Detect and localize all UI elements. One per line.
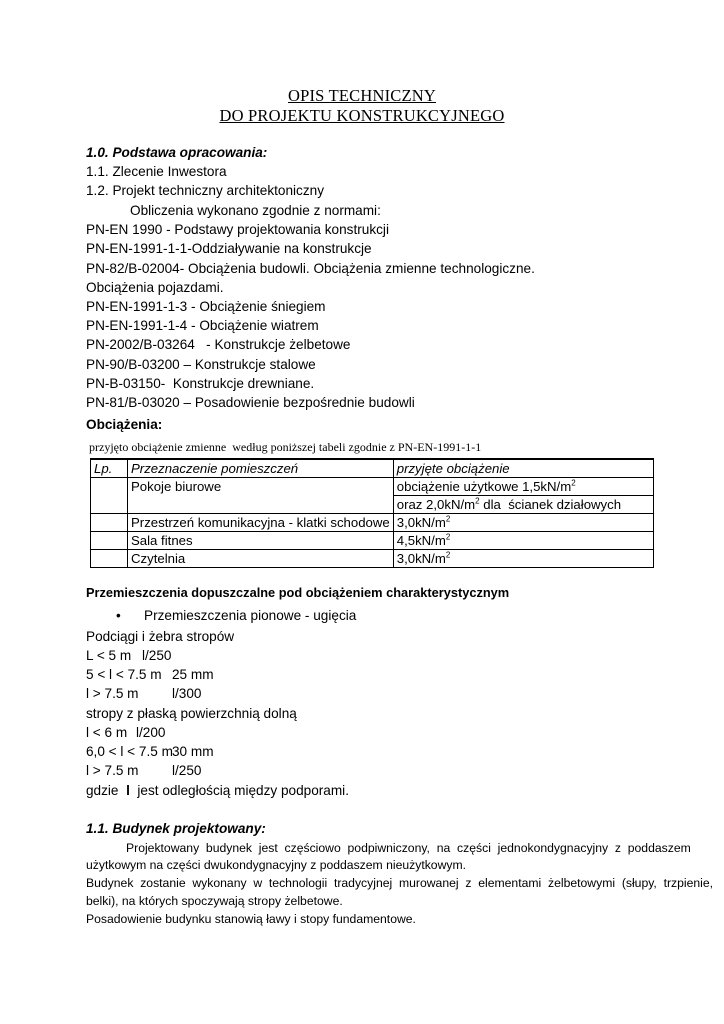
deflection-limit: 30 mm bbox=[172, 744, 214, 759]
group2-title: stropy z płaską powierzchnią dolną bbox=[86, 706, 297, 721]
norm-line: PN-EN 1990 - Podstawy projektowania konstrukcji bbox=[86, 222, 389, 237]
table-row bbox=[91, 532, 654, 550]
deflection-cond: l < 6 m bbox=[86, 725, 128, 740]
deflection-cond: 5 < l < 7.5 m bbox=[86, 667, 162, 682]
row-load bbox=[393, 514, 653, 532]
note-post: jest odległością między podporami. bbox=[137, 783, 349, 798]
deflection-cond: 6,0 < l < 7.5 m bbox=[86, 744, 173, 759]
deflection-limit: l/200 bbox=[136, 725, 166, 740]
deflection-cond: l > 7.5 m bbox=[86, 686, 139, 701]
row-lp bbox=[91, 514, 128, 532]
group1-title: Podciągi i żebra stropów bbox=[86, 629, 235, 644]
unit-exponent: 2 bbox=[571, 478, 576, 488]
norm-line: PN-EN-1991-1-1-Oddziaływanie na konstrukcje bbox=[86, 241, 372, 256]
table-row bbox=[91, 478, 654, 496]
loads-intro: przyjęto obciążenie zmienne według poniższej tabeli zgodnie z PN-EN-1991-1-1 bbox=[89, 440, 482, 454]
norm-line: PN-90/B-03200 – Konstrukcje stalowe bbox=[86, 357, 316, 372]
norm-line: PN-2002/B-03264 - Konstrukcje żelbetowe bbox=[86, 337, 351, 352]
load-value: obciążenie użytkowe 1,5kN/m bbox=[396, 479, 572, 494]
deflection-limit: l/250 bbox=[142, 648, 172, 663]
norm-line: PN-EN-1991-1-3 - Obciążenie śniegiem bbox=[86, 299, 326, 314]
load-value: 4,5kN/m bbox=[396, 533, 446, 548]
row-room: Pokoje biurowe bbox=[128, 478, 394, 514]
row-load bbox=[393, 478, 653, 496]
paragraph-line: Projektowany budynek jest częściowo podpiwniczony, na części jednokondygnacyjny z poddaszem bbox=[126, 841, 691, 855]
loads-table-header-row bbox=[91, 459, 654, 478]
basis-line: 1.1. Zlecenie Inwestora bbox=[86, 164, 227, 179]
bullet-text: Przemieszczenia pionowe - ugięcia bbox=[144, 608, 357, 623]
row-room: Sala fitnes bbox=[128, 532, 394, 550]
row-lp bbox=[91, 478, 128, 514]
row-load bbox=[393, 550, 653, 568]
unit-exponent: 2 bbox=[445, 550, 451, 560]
row-load bbox=[393, 532, 653, 550]
row-lp bbox=[91, 532, 128, 550]
section-1-0-heading: 1.0. Podstawa opracowania: bbox=[86, 145, 268, 160]
bullet-icon: • bbox=[116, 608, 121, 623]
header-lp: Lp. bbox=[91, 459, 128, 478]
table-row bbox=[91, 514, 654, 532]
note-symbol: l bbox=[126, 783, 130, 798]
row-load bbox=[393, 496, 653, 514]
deflection-limit: l/300 bbox=[172, 686, 202, 701]
doc-title-line-1: OPIS TECHNICZNY bbox=[288, 86, 436, 105]
load-value: oraz 2,0kN/m bbox=[396, 497, 476, 512]
deflections-bullet-item bbox=[116, 608, 356, 623]
row-lp bbox=[91, 550, 128, 568]
paragraph-line: użytkowym na części dwukondygnacyjny z poddaszem nieużytkowym. bbox=[86, 858, 467, 872]
table-row bbox=[91, 550, 654, 568]
norm-line: PN-82/B-02004- Obciążenia budowli. Obciążenia zmienne technologiczne. bbox=[86, 261, 535, 276]
deflection-cond: L < 5 m bbox=[86, 648, 132, 663]
norm-line: PN-81/B-03020 – Posadowienie bezpośrednie budowli bbox=[86, 395, 415, 410]
norm-line: PN-EN-1991-1-4 - Obciążenie wiatrem bbox=[86, 318, 319, 333]
header-load: przyjęte obciążenie bbox=[393, 459, 653, 478]
paragraph-line: belki), na których spoczywają stropy żelbetowe. bbox=[86, 894, 343, 908]
norm-line: Obciążenia pojazdami. bbox=[86, 280, 224, 295]
row-room: Czytelnia bbox=[128, 550, 394, 568]
load-value: 3,0kN/m bbox=[396, 551, 446, 566]
norm-line: PN-B-03150- Konstrukcje drewniane. bbox=[86, 376, 315, 391]
loads-heading: Obciążenia: bbox=[86, 417, 163, 432]
loads-table bbox=[90, 458, 654, 568]
basis-line: Obliczenia wykonano zgodnie z normami: bbox=[130, 203, 381, 218]
unit-exponent: 2 bbox=[475, 496, 480, 506]
deflection-limit: 25 mm bbox=[172, 667, 214, 682]
row-room: Przestrzeń komunikacyjna - klatki schodowe bbox=[128, 514, 394, 532]
unit-exponent: 2 bbox=[445, 532, 451, 542]
deflection-note bbox=[86, 783, 349, 798]
doc-title-line-2: DO PROJEKTU KONSTRUKCYJNEGO bbox=[219, 106, 505, 125]
unit-exponent: 2 bbox=[445, 514, 451, 524]
paragraph-line: Budynek zostanie wykonany w technologii tradycyjnej murowanej z elementami żelbetowymi (słupy, trzpienie, bbox=[86, 876, 714, 890]
section-1-1-heading: 1.1. Budynek projektowany: bbox=[86, 821, 266, 836]
deflection-cond: l > 7.5 m bbox=[86, 763, 139, 778]
paragraph-line: Posadowienie budynku stanowią ławy i stopy fundamentowe. bbox=[86, 912, 416, 926]
load-note: dla ścianek działowych bbox=[479, 497, 622, 512]
deflection-limit: l/250 bbox=[172, 763, 202, 778]
note-pre: gdzie bbox=[86, 783, 119, 798]
deflections-heading: Przemieszczenia dopuszczalne pod obciążeniem charakterystycznym bbox=[86, 585, 510, 600]
load-value: 3,0kN/m bbox=[396, 515, 446, 530]
header-room: Przeznaczenie pomieszczeń bbox=[128, 459, 394, 478]
basis-line: 1.2. Projekt techniczny architektoniczny bbox=[86, 183, 325, 198]
